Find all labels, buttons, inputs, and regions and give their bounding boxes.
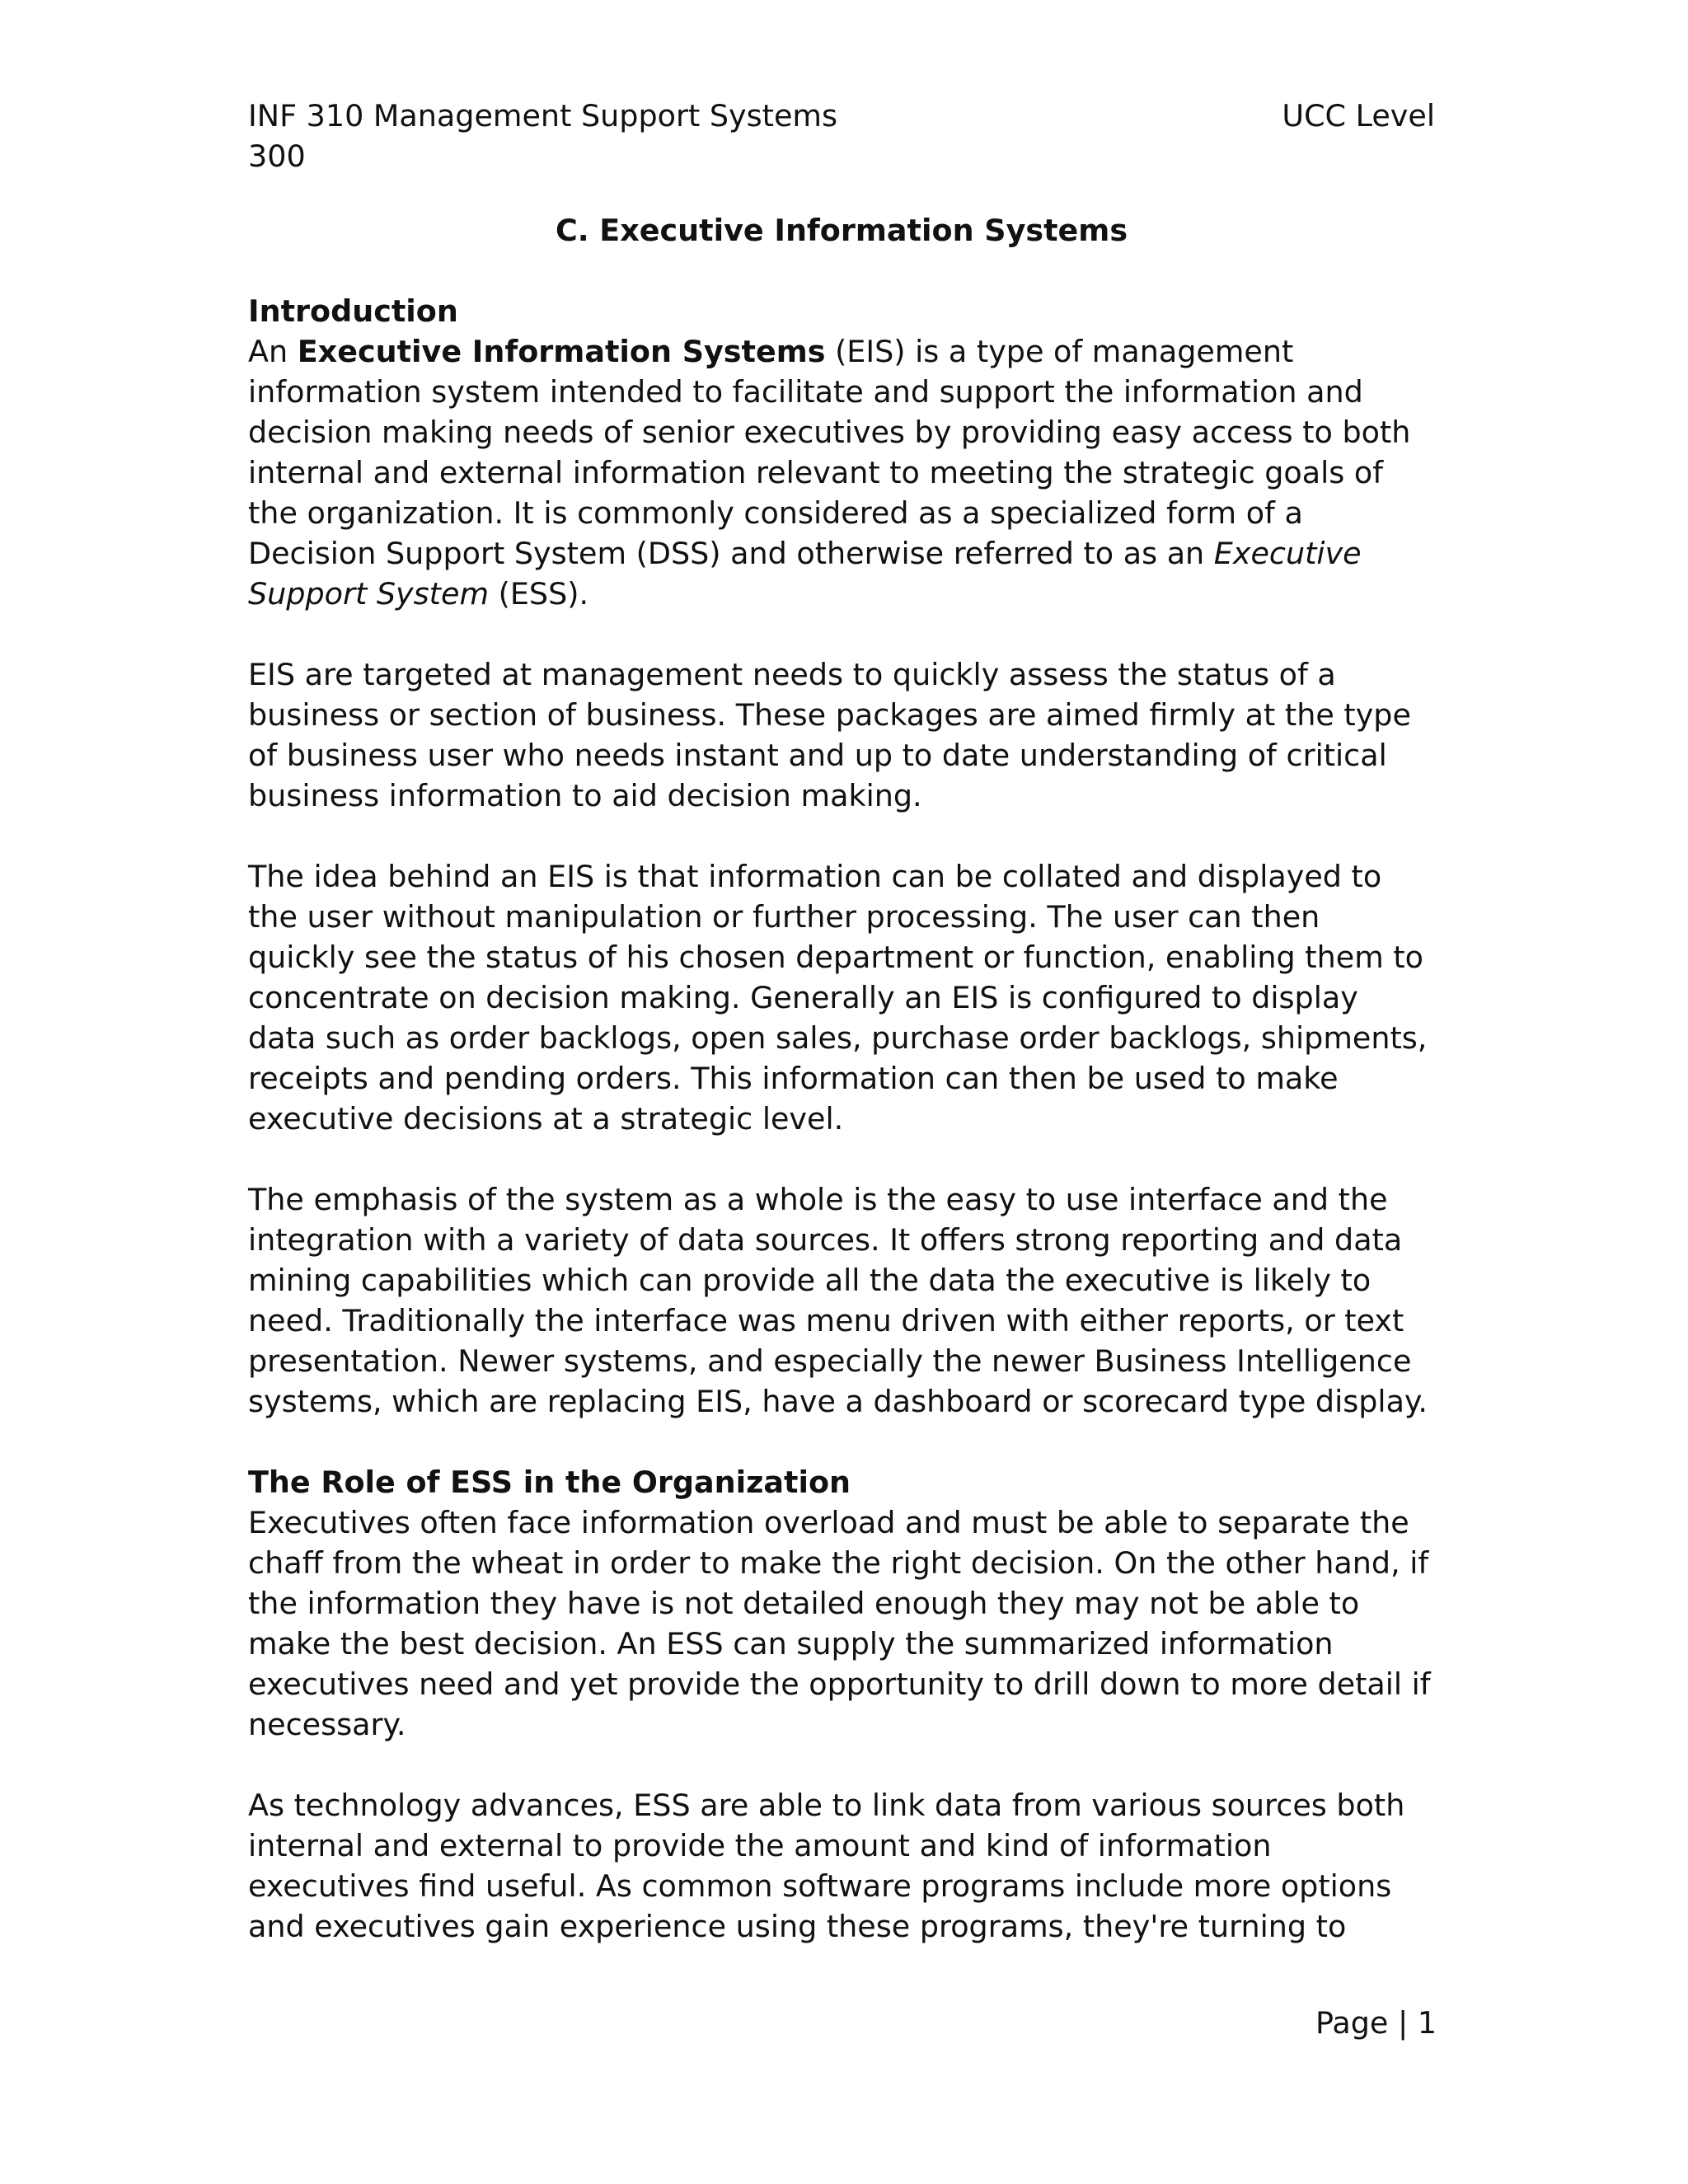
introduction-heading: Introduction bbox=[248, 293, 458, 329]
introduction-paragraph-3: The idea behind an EIS is that information can be collated and displayed to the user without manipulation or further processing. The user can then quickly see the status of his chosen department or function, enabling them to concentrate on decision making. Generally an EIS is configured to display data such as order backlogs, open sales, purchase order backlogs, shipments, receipts and pending orders. This information can then be used to make executive decisions at a strategic level. bbox=[248, 859, 1428, 1137]
role-section-heading: The Role of ESS in the Organization bbox=[248, 1465, 851, 1500]
intro-p1-tail: (ESS). bbox=[489, 576, 589, 612]
header-level-label: UCC Level bbox=[1282, 98, 1435, 134]
intro-p1-italic-term: Executive Support System bbox=[248, 536, 1362, 612]
page-number: Page | 1 bbox=[1315, 2005, 1437, 2041]
header-course-title: INF 310 Management Support Systems bbox=[248, 98, 837, 134]
intro-p1-lead: An bbox=[248, 334, 298, 369]
intro-p1-middle: (EIS) is a type of management information system intended to facilitate and support the information and decision making needs of senior executives by providing easy access to both internal and external information relevant to meeting the strategic goals of the organization. It is commonly considered as a specialized form of a Decision Support System (DSS) and otherwise referred to as an bbox=[248, 334, 1411, 571]
intro-p1-bold-term: Executive Information Systems bbox=[297, 334, 826, 369]
document-title: C. Executive Information Systems bbox=[555, 213, 1128, 248]
running-header bbox=[248, 96, 1435, 136]
role-paragraph-1: Executives often face information overload and must be able to separate the chaff from the wheat in order to make the right decision. On the other hand, if the information they have is not detailed enough they may not be able to make the best decision. An ESS can supply the summarized information executives need and yet provide the opportunity to drill down to more detail if necessary. bbox=[248, 1505, 1431, 1742]
introduction-paragraph-2: EIS are targeted at management needs to quickly assess the status of a business or section of business. These packages are aimed firmly at the type of business user who needs instant and up to date understanding of critical business information to aid decision making. bbox=[248, 657, 1411, 813]
introduction-paragraph-4: The emphasis of the system as a whole is the easy to use interface and the integration with a variety of data sources. It offers strong reporting and data mining capabilities which can provide all the data the executive is likely to need. Traditionally the interface was menu driven with either reports, or text presentation. Newer systems, and especially the newer Business Intelligence systems, which are replacing EIS, have a dashboard or scorecard type display. bbox=[248, 1182, 1428, 1419]
introduction-paragraph-1 bbox=[248, 331, 1435, 614]
role-paragraph-2: As technology advances, ESS are able to link data from various sources both internal and external to provide the amount and kind of information executives find useful. As common software programs include more options and executives gain experience using these programs, they're turning to bbox=[248, 1788, 1405, 1944]
page-content bbox=[248, 96, 1435, 1947]
header-level-number: 300 bbox=[248, 138, 306, 174]
